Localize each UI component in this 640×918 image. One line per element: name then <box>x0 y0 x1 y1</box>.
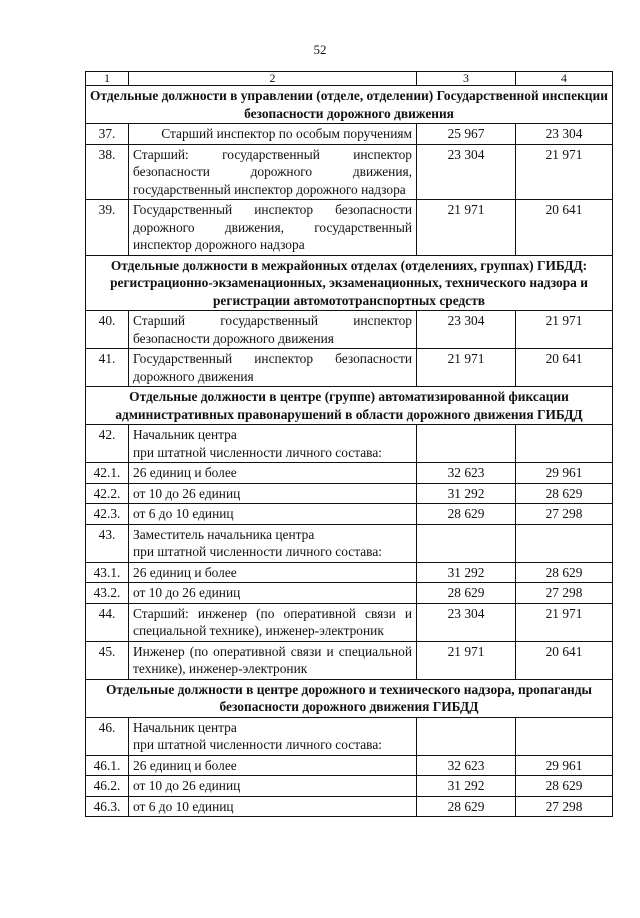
table-row <box>86 425 613 463</box>
table-row <box>86 776 613 797</box>
position-title: от 6 до 10 единиц <box>129 796 417 817</box>
position-title: Инженер (по оперативной связи и специальной технике), инженер-электроник <box>129 641 417 679</box>
position-title: 26 единиц и более <box>129 755 417 776</box>
position-title: 26 единиц и более <box>129 562 417 583</box>
salary-value-col4: 20 641 <box>516 200 613 256</box>
row-number: 46. <box>86 717 129 755</box>
row-number: 42.3. <box>86 504 129 525</box>
position-title: Государственный инспектор безопасности дорожного движения, государственный инспектор дорожного надзора <box>129 200 417 256</box>
row-number: 45. <box>86 641 129 679</box>
table-row <box>86 144 613 200</box>
salary-value-col3 <box>417 425 516 463</box>
table-row <box>86 349 613 387</box>
salary-value-col4: 27 298 <box>516 504 613 525</box>
table-row <box>86 504 613 525</box>
position-title: Государственный инспектор безопасности дорожного движения <box>129 349 417 387</box>
row-number: 46.1. <box>86 755 129 776</box>
row-number: 43.1. <box>86 562 129 583</box>
position-title: Старший: государственный инспектор безопасности дорожного движения, государственный инспектор дорожного надзора <box>129 144 417 200</box>
section-heading-row <box>86 679 613 717</box>
table-row <box>86 463 613 484</box>
position-title: от 10 до 26 единиц <box>129 776 417 797</box>
position-title: 26 единиц и более <box>129 463 417 484</box>
salary-value-col3: 23 304 <box>417 603 516 641</box>
column-number: 2 <box>129 72 417 86</box>
salary-value-col4: 21 971 <box>516 144 613 200</box>
position-title-line: Начальник центра <box>133 719 237 735</box>
table-row <box>86 583 613 604</box>
section-title: Отдельные должности в межрайонных отделах (отделениях, группах) ГИБДД: регистрационно-экзаменационных, экзаменационных, технического надзора и регистрации автомототранспортных средств <box>86 255 613 311</box>
table-row <box>86 796 613 817</box>
page-number: 52 <box>313 42 327 57</box>
salary-value-col4: 20 641 <box>516 641 613 679</box>
position-title: от 10 до 26 единиц <box>129 483 417 504</box>
table-row <box>86 311 613 349</box>
salary-value-col3: 23 304 <box>417 144 516 200</box>
salary-value-col3: 21 971 <box>417 200 516 256</box>
section-title: Отдельные должности в центре (группе) автоматизированной фиксации административных правонарушений в области дорожного движения ГИБДД <box>86 387 613 425</box>
section-title: Отдельные должности в центре дорожного и технического надзора, пропаганды безопасности дорожного движения ГИБДД <box>86 679 613 717</box>
salary-value-col3: 21 971 <box>417 641 516 679</box>
salary-value-col3: 31 292 <box>417 483 516 504</box>
salary-value-col4: 23 304 <box>516 124 613 145</box>
row-number: 39. <box>86 200 129 256</box>
table-row <box>86 124 613 145</box>
position-title <box>129 524 417 562</box>
salary-value-col3: 32 623 <box>417 463 516 484</box>
salary-value-col3: 32 623 <box>417 755 516 776</box>
row-number: 42.2. <box>86 483 129 504</box>
salary-value-col4: 21 971 <box>516 311 613 349</box>
salary-value-col4 <box>516 425 613 463</box>
row-number: 42.1. <box>86 463 129 484</box>
table-row <box>86 483 613 504</box>
salary-value-col4: 27 298 <box>516 583 613 604</box>
section-title: Отдельные должности в управлении (отделе, отделении) Государственной инспекции безопасности дорожного движения <box>86 86 613 124</box>
salary-value-col4: 29 961 <box>516 463 613 484</box>
salary-value-col3: 28 629 <box>417 504 516 525</box>
salary-table <box>85 71 613 817</box>
row-number: 44. <box>86 603 129 641</box>
salary-value-col3: 25 967 <box>417 124 516 145</box>
salary-value-col4: 28 629 <box>516 776 613 797</box>
salary-value-col3: 28 629 <box>417 583 516 604</box>
salary-value-col4: 21 971 <box>516 603 613 641</box>
position-subtitle-line: при штатной численности личного состава: <box>133 544 382 559</box>
salary-value-col3: 21 971 <box>417 349 516 387</box>
section-heading-row <box>86 387 613 425</box>
position-title: от 6 до 10 единиц <box>129 504 417 525</box>
position-title <box>129 425 417 463</box>
column-number: 1 <box>86 72 129 86</box>
salary-value-col3: 23 304 <box>417 311 516 349</box>
row-number: 40. <box>86 311 129 349</box>
row-number: 46.3. <box>86 796 129 817</box>
salary-value-col4: 20 641 <box>516 349 613 387</box>
salary-value-col4: 28 629 <box>516 483 613 504</box>
salary-value-col4: 28 629 <box>516 562 613 583</box>
position-title: Старший государственный инспектор безопасности дорожного движения <box>129 311 417 349</box>
salary-value-col4: 29 961 <box>516 755 613 776</box>
row-number: 42. <box>86 425 129 463</box>
salary-value-col4 <box>516 524 613 562</box>
salary-value-col3: 28 629 <box>417 796 516 817</box>
table-row <box>86 641 613 679</box>
position-title: Старший: инженер (по оперативной связи и специальной технике), инженер-электроник <box>129 603 417 641</box>
row-number: 43. <box>86 524 129 562</box>
table-row <box>86 200 613 256</box>
column-number: 3 <box>417 72 516 86</box>
salary-value-col3: 31 292 <box>417 562 516 583</box>
position-subtitle-line: при штатной численности личного состава: <box>133 444 382 460</box>
salary-value-col3 <box>417 524 516 562</box>
row-number: 38. <box>86 144 129 200</box>
salary-value-col3: 31 292 <box>417 776 516 797</box>
table-row <box>86 562 613 583</box>
section-heading-row <box>86 255 613 311</box>
salary-value-col3 <box>417 717 516 755</box>
row-number: 41. <box>86 349 129 387</box>
position-title: от 10 до 26 единиц <box>129 583 417 604</box>
row-number: 46.2. <box>86 776 129 797</box>
position-title: Старший инспектор по особым поручениям <box>129 124 417 145</box>
table-row <box>86 755 613 776</box>
section-heading-row <box>86 86 613 124</box>
position-title <box>129 717 417 755</box>
column-number-row <box>86 72 613 86</box>
row-number: 37. <box>86 124 129 145</box>
salary-value-col4: 27 298 <box>516 796 613 817</box>
position-subtitle-line: при штатной численности личного состава: <box>133 737 382 752</box>
position-title-line: Заместитель начальника центра <box>133 526 315 542</box>
row-number: 43.2. <box>86 583 129 604</box>
column-number: 4 <box>516 72 613 86</box>
table-row <box>86 524 613 562</box>
position-title-line: Начальник центра <box>133 427 237 442</box>
salary-value-col4 <box>516 717 613 755</box>
table-row <box>86 603 613 641</box>
table-row <box>86 717 613 755</box>
